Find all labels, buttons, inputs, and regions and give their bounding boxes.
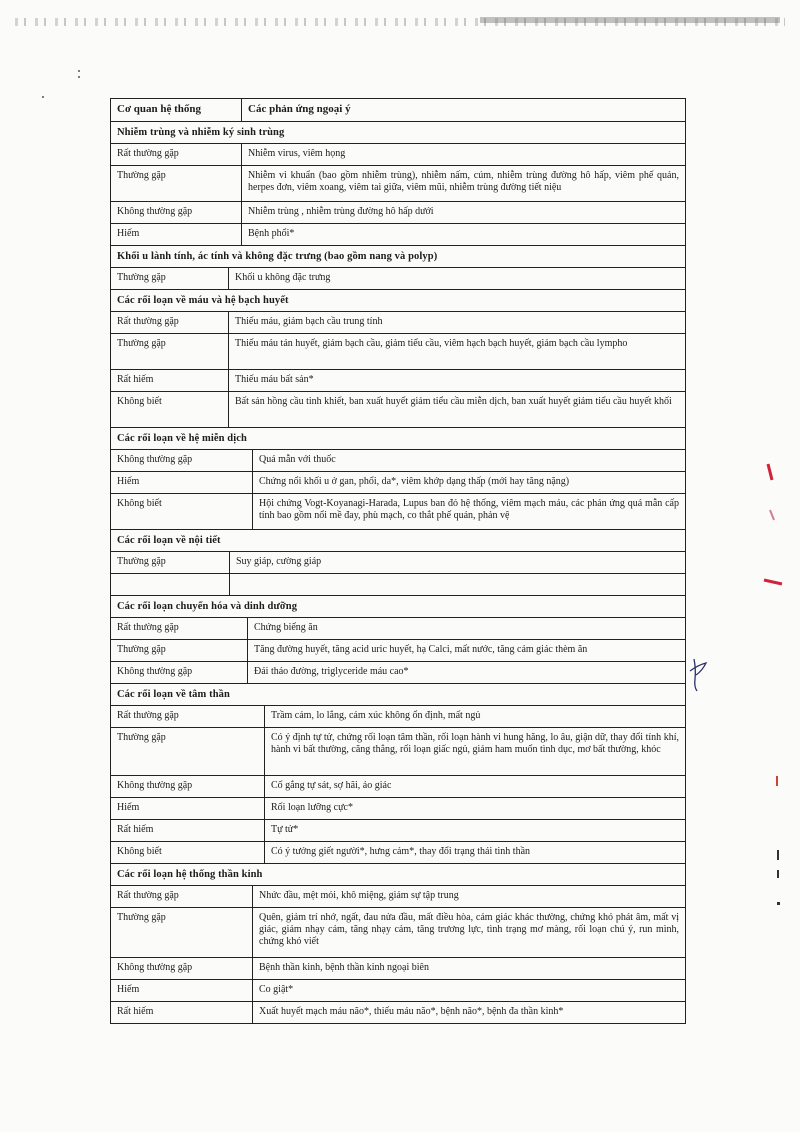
frequency-cell: Không biết	[111, 392, 229, 427]
frequency-cell: Hiếm	[111, 798, 265, 819]
table-row	[110, 908, 686, 958]
table-row	[110, 552, 686, 574]
frequency-cell: Không thường gặp	[111, 662, 248, 683]
reaction-cell: Quá mẫn với thuốc	[259, 454, 336, 465]
reaction-cell: Nhiễm vi khuẩn (bao gồm nhiễm trùng), nhiễm nấm, cúm, nhiễm trùng đường hô hấp, viêm phế quản, herpes đơn, viêm xoang, viêm tai giữa, viêm mũi, nhiễm trùng đường tiết niệu	[248, 170, 679, 193]
frequency-cell: Rất hiếm	[111, 1002, 253, 1023]
reaction-cell: Rối loạn lưỡng cực*	[271, 802, 353, 813]
reaction-cell: Bất sản hồng cầu tinh khiết, ban xuất huyết giảm tiểu cầu miễn dịch, ban xuất huyết giảm tiểu cầu huyết khối	[235, 396, 672, 407]
table-row	[110, 494, 686, 530]
frequency-cell: Không biết	[111, 842, 265, 863]
table-row	[110, 958, 686, 980]
reaction-cell: Thiếu máu bất sản*	[235, 374, 314, 385]
table-row	[110, 392, 686, 428]
table-row	[110, 798, 686, 820]
reaction-cell: Cố gắng tự sát, sợ hãi, ảo giác	[271, 780, 392, 791]
frequency-cell: Không thường gặp	[111, 202, 242, 223]
reaction-cell: Bệnh phổi*	[248, 228, 295, 239]
frequency-cell: Rất hiếm	[111, 370, 229, 391]
section-title: Các rối loạn chuyển hóa và dinh dưỡng	[110, 596, 686, 618]
table-row	[110, 144, 686, 166]
scan-dot	[42, 96, 44, 98]
reaction-cell: Xuất huyết mạch máu não*, thiếu máu não*, bệnh não*, bệnh đa thần kinh*	[259, 1006, 564, 1017]
table-row	[110, 450, 686, 472]
table-row	[110, 776, 686, 798]
scan-artifact-bar	[480, 17, 780, 23]
table-row	[110, 820, 686, 842]
table-row	[110, 728, 686, 776]
reaction-cell: Khối u không đặc trưng	[235, 272, 331, 283]
reaction-cell: Suy giáp, cường giáp	[236, 556, 322, 567]
handwritten-mark	[688, 655, 712, 695]
frequency-cell: Thường gặp	[111, 908, 253, 957]
table-row	[110, 268, 686, 290]
reaction-cell: Bệnh thần kinh, bệnh thần kinh ngoại biên	[259, 962, 429, 973]
reaction-cell: Hội chứng Vogt-Koyanagi-Harada, Lupus ban đỏ hệ thống, viêm mạch máu, các phản ứng quá mẫn cấp tính bao gồm nổi mề đay, phù mạch, co thắt phế quản, phản vệ	[259, 498, 679, 521]
reaction-cell: Chứng nổi khối u ở gan, phổi, da*, viêm khớp dạng thấp (mới hay tăng nặng)	[259, 476, 570, 487]
section-title: Các rối loạn về hệ miễn dịch	[110, 428, 686, 450]
frequency-cell: Không thường gặp	[111, 776, 265, 797]
header-reaction: Các phản ứng ngoại ý	[248, 103, 351, 115]
stamp-fragment	[760, 460, 790, 590]
frequency-cell: Thường gặp	[111, 166, 242, 201]
reaction-cell: Thiếu máu, giảm bạch cầu trung tính	[235, 316, 383, 327]
table-row	[110, 1002, 686, 1024]
table-row	[110, 842, 686, 864]
frequency-cell: Thường gặp	[111, 552, 230, 573]
frequency-cell: Hiếm	[111, 224, 242, 245]
header-organ: Cơ quan hệ thống	[111, 99, 242, 121]
table-row	[110, 662, 686, 684]
table-row	[110, 618, 686, 640]
frequency-cell	[111, 574, 230, 595]
reaction-cell: Quên, giảm trí nhớ, ngất, đau nửa đầu, mất điều hòa, cảm giác khác thường, chứng khó phát âm, mất vị giác, giảm nhạy cảm, tăng nhạy cảm, tăng trương lực, tình trạng mơ màng, rối loạn chú ý, run mình, chứng khó viết	[259, 912, 679, 947]
table-row	[110, 574, 686, 596]
table-row	[110, 312, 686, 334]
table-row	[110, 202, 686, 224]
reaction-cell: Trầm cảm, lo lắng, cảm xúc không ổn định, mất ngủ	[271, 710, 481, 721]
frequency-cell: Rất thường gặp	[111, 312, 229, 333]
frequency-cell: Rất hiếm	[111, 820, 265, 841]
frequency-cell: Rất thường gặp	[111, 618, 248, 639]
table-row	[110, 980, 686, 1002]
section-title: Khối u lành tính, ác tính và không đặc trưng (bao gồm nang và polyp)	[110, 246, 686, 268]
reaction-cell: Đái tháo đường, triglyceride máu cao*	[254, 666, 409, 677]
section-title: Nhiễm trùng và nhiễm ký sinh trùng	[110, 122, 686, 144]
reaction-cell: Tăng đường huyết, tăng acid uric huyết, hạ Calci, mất nước, tăng cảm giác thèm ăn	[254, 644, 588, 655]
scan-dot	[78, 70, 80, 72]
table-row	[110, 224, 686, 246]
table-row	[110, 472, 686, 494]
frequency-cell: Không thường gặp	[111, 958, 253, 979]
frequency-cell: Thường gặp	[111, 268, 229, 289]
table-row	[110, 370, 686, 392]
reaction-cell: Nhiễm virus, viêm họng	[248, 148, 346, 159]
table-header	[110, 98, 686, 122]
section-title: Các rối loạn hệ thống thần kinh	[110, 864, 686, 886]
frequency-cell: Rất thường gặp	[111, 706, 265, 727]
table-row	[110, 706, 686, 728]
frequency-cell: Hiếm	[111, 472, 253, 493]
reaction-cell: Nhức đầu, mệt mỏi, khô miệng, giảm sự tập trung	[259, 890, 459, 901]
reaction-cell: Có ý định tự tử, chứng rối loạn tâm thần, rối loạn hành vi hung hăng, lo âu, giận dữ, thay đổi tính khí, hành vi bất thường, căng thẳng, rối loạn giấc ngủ, giảm ham muốn tình dục, mơ bất thường, khóc	[271, 732, 679, 755]
frequency-cell: Rất thường gặp	[111, 886, 253, 907]
reaction-cell: Co giật*	[259, 984, 294, 995]
reaction-cell: Có ý tưởng giết người*, hưng cảm*, thay đổi trạng thái tinh thần	[271, 846, 531, 857]
frequency-cell: Hiếm	[111, 980, 253, 1001]
frequency-cell: Không biết	[111, 494, 253, 529]
frequency-cell: Rất thường gặp	[111, 144, 242, 165]
reaction-cell: Tự tử*	[271, 824, 299, 835]
section-title: Các rối loạn về máu và hệ bạch huyết	[110, 290, 686, 312]
reaction-cell: Chứng biếng ăn	[254, 622, 318, 633]
reaction-cell	[230, 574, 685, 595]
table-row	[110, 334, 686, 370]
table-row	[110, 886, 686, 908]
table-row	[110, 166, 686, 202]
reaction-cell: Nhiễm trùng , nhiễm trùng đường hô hấp dưới	[248, 206, 434, 217]
table-row	[110, 640, 686, 662]
adverse-reactions-table	[110, 98, 686, 1024]
scan-dot	[78, 76, 80, 78]
section-title: Các rối loạn về tâm thần	[110, 684, 686, 706]
frequency-cell: Thường gặp	[111, 728, 265, 775]
margin-marks	[770, 770, 790, 920]
reaction-cell: Thiếu máu tán huyết, giảm bạch cầu, giảm tiểu cầu, viêm hạch bạch huyết, giảm bạch cầu lympho	[235, 338, 628, 349]
frequency-cell: Thường gặp	[111, 640, 248, 661]
frequency-cell: Không thường gặp	[111, 450, 253, 471]
frequency-cell: Thường gặp	[111, 334, 229, 369]
section-title: Các rối loạn về nội tiết	[110, 530, 686, 552]
